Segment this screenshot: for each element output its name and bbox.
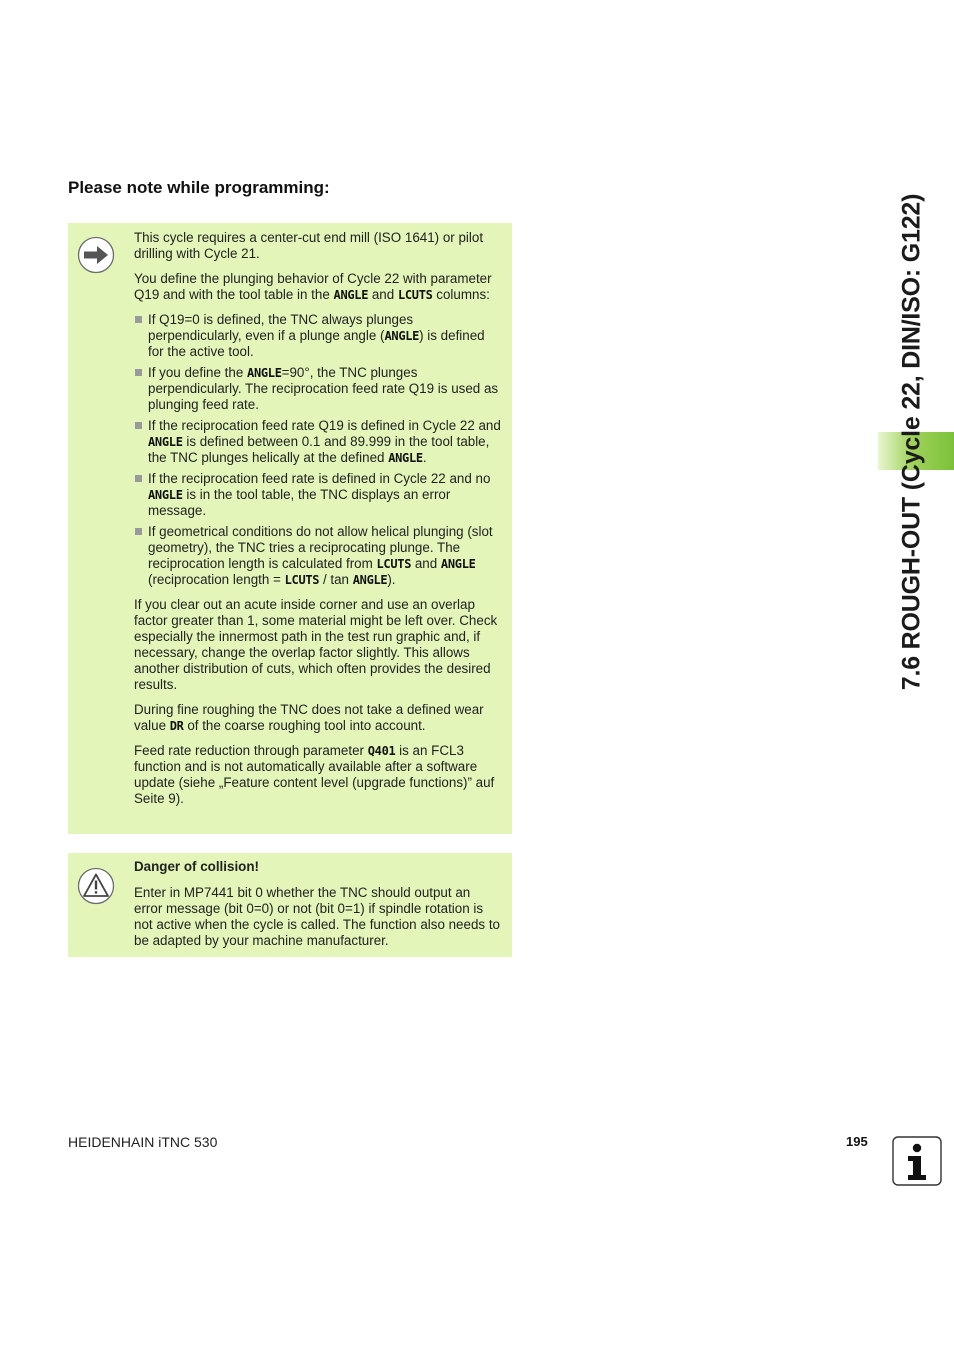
note-paragraph: If you clear out an acute inside corner and use an overlap factor greater than 1, some material might be left over. Check especially the innermost path in the test run graphic and, if necessary, change the overlap factor slightly. This allows another distribution of cuts, which often provides the desired results. — [134, 597, 498, 692]
info-icon — [892, 1136, 942, 1186]
footer-brand: HEIDENHAIN iTNC 530 — [68, 1134, 218, 1150]
list-item: If the reciprocation feed rate is defined in Cycle 22 and no ANGLE is in the tool table, the TNC displays an error message. — [134, 471, 502, 519]
warning-triangle-icon — [77, 867, 115, 905]
note-paragraph: Feed rate reduction through parameter Q401 is an FCL3 function and is not automatically available after a software update (siehe „Feature content level (upgrade functions)” auf Seite 9). — [134, 743, 495, 806]
note-paragraph: You define the plunging behavior of Cycle 22 with parameter Q19 and with the tool table in the ANGLE and LCUTS columns: — [134, 271, 492, 302]
param-angle: ANGLE — [333, 288, 369, 302]
warning-title: Danger of collision! — [134, 859, 259, 874]
warning-box — [68, 853, 512, 957]
list-item: If Q19=0 is defined, the TNC always plunges perpendicularly, even if a plunge angle (ANGLE) is defined for the active tool. — [134, 312, 502, 360]
arrow-right-icon — [77, 236, 115, 274]
warning-text: Enter in MP7441 bit 0 whether the TNC should output an error message (bit 0=0) or not (bit 0=1) if spindle rotation is not active when the cycle is called. The function also needs to be adapted by your machine manufacturer. — [134, 885, 500, 948]
note-paragraph: This cycle requires a center-cut end mill (ISO 1641) or pilot drilling with Cycle 21. — [134, 230, 484, 261]
bullet-square-icon — [135, 369, 142, 376]
bullet-square-icon — [135, 475, 142, 482]
warning-body — [134, 859, 502, 958]
note-body — [134, 230, 502, 816]
bullet-square-icon — [135, 316, 142, 323]
param-q401: Q401 — [367, 744, 396, 758]
param-dr: DR — [169, 719, 184, 733]
list-item: If the reciprocation feed rate Q19 is defined in Cycle 22 and ANGLE is defined between 0.1 and 89.999 in the tool table, the TNC plunges helically at the defined ANGLE. — [134, 418, 502, 466]
list-item: If you define the ANGLE=90°, the TNC plunges perpendicularly. The reciprocation feed rate Q19 is used as plunging feed rate. — [134, 365, 502, 413]
section-heading: Please note while programming: — [68, 178, 330, 197]
programming-note-box — [68, 223, 512, 834]
param-lcuts: LCUTS — [397, 288, 433, 302]
bullet-square-icon — [135, 528, 142, 535]
bullet-square-icon — [135, 422, 142, 429]
plunge-rules-list — [134, 312, 502, 588]
list-item: If geometrical conditions do not allow helical plunging (slot geometry), the TNC tries a reciprocating plunge. The reciprocation length is calculated from LCUTS and ANGLE (reciprocation length = LCUTS / tan ANGLE). — [134, 524, 502, 588]
chapter-side-title: 7.6 ROUGH-OUT (Cycle 22, DIN/ISO: G122) — [897, 193, 926, 691]
page-number: 195 — [846, 1134, 868, 1149]
note-paragraph: During fine roughing the TNC does not take a defined wear value DR of the coarse roughing tool into account. — [134, 702, 484, 733]
